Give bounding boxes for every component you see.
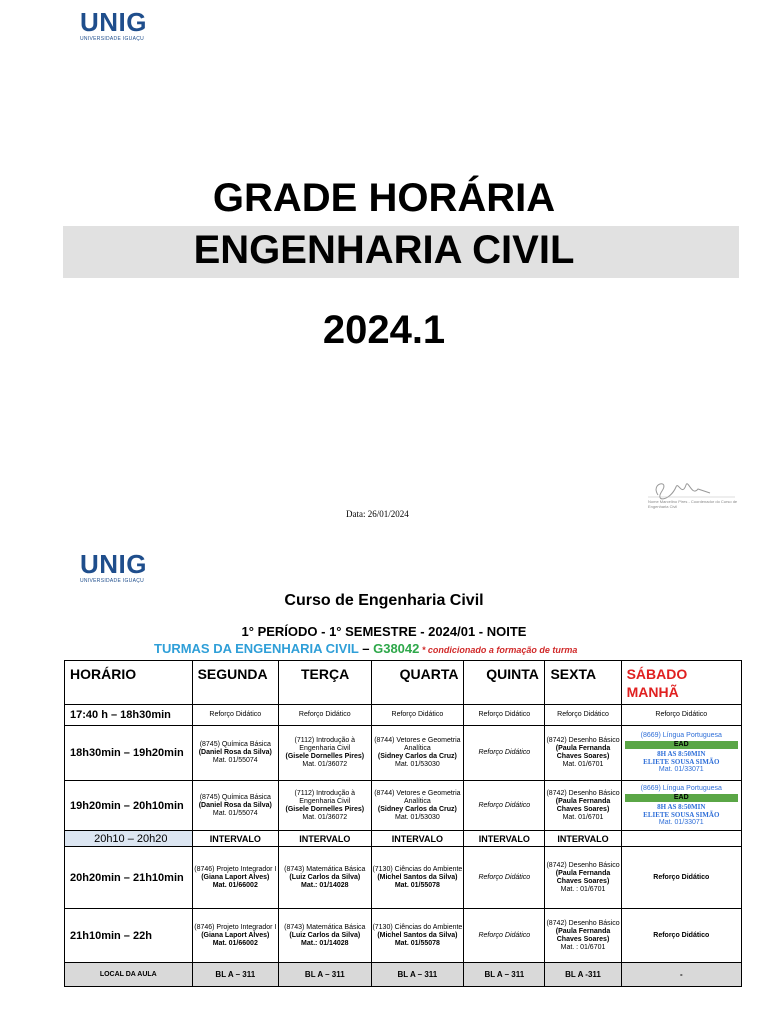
reforco-cell: Reforço Didático xyxy=(464,726,545,781)
table-row xyxy=(65,705,742,726)
table-row xyxy=(65,781,742,831)
matricula: Mat. 01/6701 xyxy=(562,761,604,768)
matricula: Mat. : 01/6701 xyxy=(560,885,606,893)
class-cell xyxy=(545,726,621,781)
logo-word: UNIG xyxy=(80,549,147,579)
discipline: (8746) Projeto Integrador I xyxy=(194,865,277,873)
cover-title: GRADE HORÁRIA xyxy=(212,176,556,220)
header-quinta: QUINTA xyxy=(464,661,545,705)
hours: 8H AS 8:50MIN xyxy=(657,750,706,758)
reforco-cell: Reforço Didático xyxy=(621,705,741,726)
matricula: Mat. : 01/6701 xyxy=(560,943,606,951)
discipline: (8745) Química Básica xyxy=(199,793,271,801)
professor: (Daniel Rosa da Silva) xyxy=(198,749,272,756)
reforco-cell: Reforço Didático xyxy=(464,781,545,831)
discipline: (7112) Introdução à Engenharia Civil xyxy=(294,737,356,752)
interval-cell: INTERVALO xyxy=(279,831,372,847)
time-cell: 21h10min – 22h xyxy=(65,909,193,963)
interval-cell: INTERVALO xyxy=(464,831,545,847)
discipline: (8743) Matemática Básica xyxy=(284,923,366,931)
discipline: (7112) Introdução à Engenharia Civil xyxy=(294,789,356,805)
header-horario: HORÁRIO xyxy=(65,661,193,705)
matricula: Mat. 01/66002 xyxy=(212,881,258,889)
header-terca: TERÇA xyxy=(279,661,372,705)
class-cell xyxy=(279,909,372,963)
discipline: (8744) Vetores e Geometria Analítica xyxy=(374,789,461,805)
professor: (Gisele Dornelles Pires) xyxy=(285,753,365,760)
cover-subtitle: ENGENHARIA CIVIL xyxy=(193,228,575,272)
discipline: (8742) Desenho Básico xyxy=(546,861,620,869)
professor: ELIETE SOUSA SIMÃO xyxy=(643,810,720,819)
matricula: Mat. 01/66002 xyxy=(212,939,258,947)
turmas-dash: – xyxy=(358,641,374,656)
professor: (Paula Fernanda Chaves Soares) xyxy=(555,869,611,885)
class-cell xyxy=(545,781,621,831)
interval-cell: INTERVALO xyxy=(192,831,278,847)
hours: 8H AS 8:50MIN xyxy=(657,802,706,811)
schedule-table xyxy=(64,660,742,987)
class-cell xyxy=(279,726,372,781)
reforco-cell: Reforço Didático xyxy=(192,705,278,726)
location-label: LOCAL DA AULA xyxy=(65,963,193,987)
logo-word: UNIG xyxy=(80,7,147,37)
ead-badge: EAD xyxy=(625,794,738,802)
class-cell xyxy=(371,909,464,963)
table-row xyxy=(65,847,742,909)
reforco-cell: Reforço Didático xyxy=(545,705,621,726)
reforco-cell: Reforço Didático xyxy=(464,909,545,963)
course-title: Curso de Engenharia Civil xyxy=(284,592,484,609)
professor: (Paula Fernanda Chaves Soares) xyxy=(555,745,611,760)
class-cell xyxy=(192,726,278,781)
professor: ELIETE SOUSA SIMÃO xyxy=(643,758,720,766)
header-segunda: SEGUNDA xyxy=(192,661,278,705)
class-cell xyxy=(279,781,372,831)
empty-cell xyxy=(621,831,741,847)
class-cell xyxy=(192,781,278,831)
turmas-line xyxy=(154,641,577,656)
professor: (Daniel Rosa da Silva) xyxy=(198,801,272,809)
table-row xyxy=(65,726,742,781)
matricula: Mat. 01/33071 xyxy=(658,818,704,826)
class-cell xyxy=(371,781,464,831)
class-cell xyxy=(545,909,621,963)
time-cell: 20h20min – 21h10min xyxy=(65,847,193,909)
matricula: Mat. 01/6701 xyxy=(562,813,604,821)
class-cell xyxy=(545,847,621,909)
professor: (Giana Laport Alves) xyxy=(201,931,270,939)
matricula: Mat.: 01/14028 xyxy=(301,939,349,947)
professor: (Sidney Carlos da Cruz) xyxy=(377,805,457,813)
logo-subtitle: UNIVERSIDADE IGUAÇU xyxy=(80,36,145,42)
turmas-note: * condicionado a formação de turma xyxy=(419,645,578,655)
location-cell: BL A – 311 xyxy=(279,963,372,987)
discipline: (8744) Vetores e Geometria Analítica xyxy=(374,737,461,752)
ead-cell xyxy=(621,726,741,781)
unig-logo xyxy=(80,7,147,42)
header-quarta: QUARTA xyxy=(371,661,464,705)
class-cell xyxy=(192,847,278,909)
time-cell: 19h20min – 20h10min xyxy=(65,781,193,831)
professor: (Michel Santos da Silva) xyxy=(377,873,458,881)
table-row xyxy=(65,909,742,963)
discipline: (8745) Química Básica xyxy=(199,741,271,748)
discipline: (8742) Desenho Básico xyxy=(546,737,620,744)
location-cell: - xyxy=(621,963,741,987)
professor: (Michel Santos da Silva) xyxy=(377,931,458,939)
signature xyxy=(640,475,740,511)
discipline: (8746) Projeto Integrador I xyxy=(194,923,277,931)
interval-cell: INTERVALO xyxy=(545,831,621,847)
discipline: (8669) Língua Portuguesa xyxy=(640,784,722,792)
discipline: (8742) Desenho Básico xyxy=(546,919,620,927)
matricula: Mat. 01/33071 xyxy=(658,766,704,773)
class-cell xyxy=(192,909,278,963)
ead-cell xyxy=(621,781,741,831)
header-row xyxy=(65,661,742,705)
reforco-cell: Reforço Didático xyxy=(621,847,741,909)
signature-caption: Nome Marcelino Pires - Coordenador do Curso de Engenharia Civil xyxy=(648,499,738,509)
reforco-cell: Reforço Didático xyxy=(279,705,372,726)
time-cell: 20h10 – 20h20 xyxy=(65,831,193,847)
reforco-cell: Reforço Didático xyxy=(464,847,545,909)
period-line: 1° PERÍODO - 1° SEMESTRE - 2024/01 - NOITE xyxy=(241,624,527,639)
cover-year: 2024.1 xyxy=(322,308,446,352)
location-cell: BL A – 311 xyxy=(192,963,278,987)
time-cell: 18h30min – 19h20min xyxy=(65,726,193,781)
matricula: Mat. 01/53030 xyxy=(395,813,440,821)
discipline: (7130) Ciências do Ambiente xyxy=(372,923,463,931)
discipline: (8669) Língua Portuguesa xyxy=(640,732,722,739)
location-row xyxy=(65,963,742,987)
location-cell: BL A – 311 xyxy=(464,963,545,987)
matricula: Mat. 01/55074 xyxy=(212,757,258,764)
professor: (Gisele Dornelles Pires) xyxy=(285,805,365,813)
reforco-cell: Reforço Didático xyxy=(371,705,464,726)
matricula: Mat. 01/53030 xyxy=(395,761,440,768)
turmas-code: G38042 xyxy=(373,641,420,656)
professor: (Luiz Carlos da Silva) xyxy=(289,931,361,939)
matricula: Mat. 01/55074 xyxy=(212,809,258,817)
matricula: Mat. 01/55078 xyxy=(394,881,440,889)
time-cell: 17:40 h – 18h30min xyxy=(65,705,193,726)
cover-date: Data: 26/01/2024 xyxy=(346,509,409,519)
discipline: (8743) Matemática Básica xyxy=(284,865,366,873)
location-cell: BL A -311 xyxy=(545,963,621,987)
logo-subtitle: UNIVERSIDADE IGUAÇU xyxy=(80,578,145,584)
header-sexta: SEXTA xyxy=(545,661,621,705)
class-cell xyxy=(279,847,372,909)
matricula: Mat. 01/36072 xyxy=(302,813,348,821)
matricula: Mat.: 01/14028 xyxy=(301,881,349,889)
class-cell xyxy=(371,847,464,909)
reforco-cell: Reforço Didático xyxy=(464,705,545,726)
location-cell: BL A – 311 xyxy=(371,963,464,987)
interval-cell: INTERVALO xyxy=(371,831,464,847)
header-sabado: SÁBADO MANHÃ xyxy=(621,661,741,705)
professor: (Sidney Carlos da Cruz) xyxy=(377,753,457,760)
reforco-cell: Reforço Didático xyxy=(621,909,741,963)
matricula: Mat. 01/36072 xyxy=(302,761,348,768)
discipline: (7130) Ciências do Ambiente xyxy=(372,865,463,873)
matricula: Mat. 01/55078 xyxy=(394,939,440,947)
interval-row xyxy=(65,831,742,847)
class-cell xyxy=(371,726,464,781)
professor: (Paula Fernanda Chaves Soares) xyxy=(555,927,611,943)
professor: (Luiz Carlos da Silva) xyxy=(289,873,361,881)
professor: (Giana Laport Alves) xyxy=(201,873,270,881)
professor: (Paula Fernanda Chaves Soares) xyxy=(555,797,611,813)
ead-badge: EAD xyxy=(625,741,738,749)
discipline: (8742) Desenho Básico xyxy=(546,789,620,797)
turmas-prefix: TURMAS DA ENGENHARIA CIVIL xyxy=(154,641,359,656)
unig-logo-2 xyxy=(80,549,147,584)
